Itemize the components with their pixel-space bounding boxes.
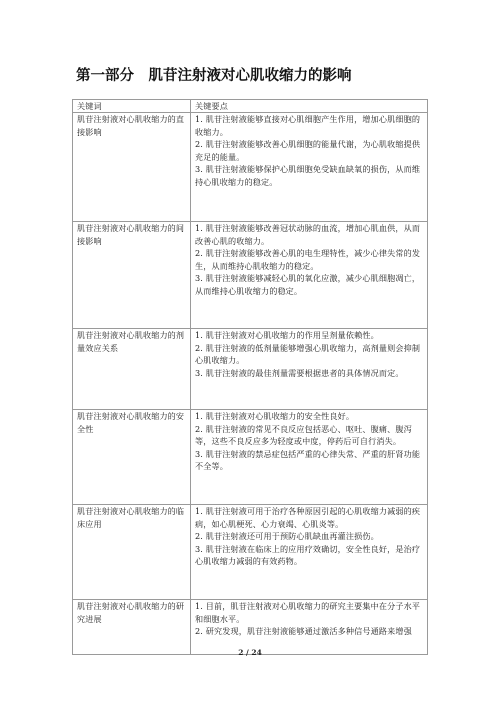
key-points-cell [191,505,428,600]
keyword-cell: 肌苷注射液对心肌收缩力的剂量效应关系 [73,329,191,410]
key-point: 1. 肌苷注射液能够改善冠状动脉的血流，增加心肌血供，从而改善心肌的收缩力。 [195,223,421,246]
table-row [73,222,428,329]
key-point: 3. 肌苷注射液能够保护心肌细胞免受缺血缺氧的损伤，从而维持心肌收缩力的稳定。 [195,164,421,187]
key-points-cell [191,113,428,222]
key-point: 1. 肌苷注射液对心肌收缩力的作用呈剂量依赖性。 [195,330,379,340]
key-point: 2. 研究发现，肌苷注射液能够通过激活多种信号通路来增强 [195,626,412,637]
key-points-cell [191,222,428,329]
table-row [73,600,428,655]
table-row [73,113,428,222]
key-points-cell [191,410,428,505]
table-row [73,329,428,410]
table-header-row [73,100,428,113]
page-number: 2 / 24 [238,648,262,657]
keyword-cell: 肌苷注射液对心肌收缩力的研究进展 [73,600,191,655]
key-point: 1. 目前，肌苷注射液对心肌收缩力的研究主要集中在分子水平和细胞水平。 [195,601,421,624]
key-point: 2. 肌苷注射液的低剂量能够增强心肌收缩力，高剂量则会抑制心肌收缩力。 [195,342,421,366]
key-point: 1. 肌苷注射液能够直接对心肌细胞产生作用，增加心肌细胞的收缩力。 [195,114,421,137]
column-header-keyword: 关键词 [73,100,191,113]
key-points-cell [191,600,428,655]
key-point: 3. 肌苷注射液能够减轻心肌的氧化应激，减少心肌细胞凋亡，从而维持心肌收缩力的稳定。 [195,273,421,296]
keyword-cell: 肌苷注射液对心肌收缩力的直接影响 [73,113,191,222]
table-row [73,505,428,600]
key-point: 3. 肌苷注射液的禁忌症包括严重的心律失常、严重的肝肾功能不全等。 [195,448,421,472]
section-title: 第一部分 肌苷注射液对心肌收缩力的影响 [76,67,352,84]
keyword-cell: 肌苷注射液对心肌收缩力的临床应用 [73,505,191,600]
table-row [73,410,428,505]
key-points-table [72,99,428,655]
column-header-key-points: 关键要点 [191,100,428,113]
key-point: 3. 肌苷注射液在临床上的应用疗效确切，安全性良好，是治疗心肌收缩力减弱的有效药物。 [195,543,421,567]
key-point: 2. 肌苷注射液能够改善心肌的电生理特性，减少心律失常的发生，从而维持心肌收缩力的稳定。 [195,248,421,271]
key-point: 1. 肌苷注射液对心肌收缩力的安全性良好。 [195,411,355,421]
key-point: 2. 肌苷注射液还可用于预防心肌缺血再灌注损伤。 [195,531,379,542]
keyword-cell: 肌苷注射液对心肌收缩力的间接影响 [73,222,191,329]
key-point: 3. 肌苷注射液的最佳剂量需要根据患者的具体情况而定。 [195,367,404,378]
key-points-cell [191,329,428,410]
key-point: 1. 肌苷注射液可用于治疗各种原因引起的心肌收缩力减弱的疾病，如心肌梗死、心力衰竭、心肌炎等。 [195,506,421,529]
key-point: 2. 肌苷注射液的常见不良反应包括恶心、呕吐、腹痛、腹泻等，这些不良反应多为轻度或中度，停药后可自行消失。 [195,423,412,447]
key-point: 2. 肌苷注射液能够改善心肌细胞的能量代谢，为心肌收缩提供充足的能量。 [195,139,421,162]
keyword-cell: 肌苷注射液对心肌收缩力的安全性 [73,410,191,505]
